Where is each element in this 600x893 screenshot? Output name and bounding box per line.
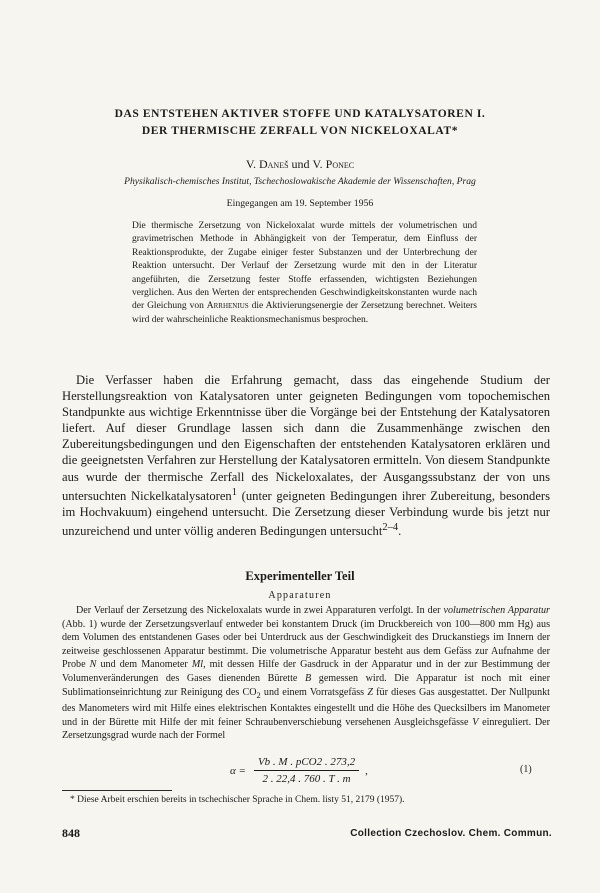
body-text-5: gemessen wird. Die Apparatur ist noch mit einer Sublimationseinrichtung zur Reinigung des CO xyxy=(62,672,550,698)
title-line-2: DER THERMISCHE ZERFALL VON NICKELOXALAT* xyxy=(141,125,459,137)
symbol-b: B xyxy=(305,672,312,684)
body-text-8: einreguliert. Der Zersetzungsgrad wurde nach der Formel xyxy=(62,716,550,742)
intro-text-2: (unter geigneten Bedingungen ihrer Zubereitung, besonders im Hochvakuum) eingehend untersucht. Die Zersetzung dieser Verbindung wurde bis jetzt nur unzureichend und unter völlig anderen Bedingungen untersucht xyxy=(62,488,551,539)
body-text-7: für dieses Gas ausgestattet. Der Nullpunkt des Manometers wird mit Hilfe eines elektrischen Kontaktes eingestellt und die Höhe des Quecksilbers im Manometer und in der Bürette mit Hilfe der mit feiner Schraubenverschiebung versehenen Ausgleichsgefässe xyxy=(62,686,550,728)
abstract xyxy=(132,220,477,327)
body-text-6: und einem Vorratsgefäss xyxy=(260,686,368,698)
title-line-1: DAS ENTSTEHEN AKTIVER STOFFE UND KATALYSATOREN I. xyxy=(114,108,486,120)
abstract-part-2: die Aktivierungsenergie der Zersetzung berechnet. Weiters wird der wahrscheinliche Reaktionsmechanismus besprochen. xyxy=(132,301,478,325)
formula-lhs: α = xyxy=(230,764,246,777)
symbol-n: N xyxy=(89,659,97,671)
symbol-ml: Ml xyxy=(191,659,204,671)
body-text-2: (Abb. 1) wurde der Zersetzungsverlauf entweder bei konstantem Druck (im Druckbereich von 100—800 mm Hg) aus dem Volumen des entstandenen Gases oder bei Unterdruck aus der Geschwindigkeit des Druckanstiegs im Innern der zeitweise geschlossenen Apparatur bestimmt. Die volumetrische Apparatur besteht aus dem Gefäss zur Aufnahme der Probe xyxy=(62,618,550,671)
formula-comma: , xyxy=(365,764,368,777)
formula-numerator: Vb . M . pCO2 . 273,2 xyxy=(254,756,359,771)
abstract-part-1: Die thermische Zersetzung von Nickeloxalat wurde mittels der volumetrischen und gravimetrischen Methode in Abhängigkeit von der Temperatur, dem Einfluss der Reaktionsprodukte, der Zugabe einiger fester Substanzen und der Unterbrechung der Reaktion untersucht. Der Verlauf der Zersetzung wurde mit den in der Literatur angeführten, die Zersetzung fester Stoffe erfassenden, wichtigsten Beziehungen verglichen. Aus den Werten der entsprechenden Geschwindigkeitskonstanten wurde nach der Gleichung von xyxy=(132,221,477,312)
footnote: * Diese Arbeit erschien bereits in tschechischer Sprache in Chem. listy 51, 2179 (1957). xyxy=(70,795,405,805)
intro-paragraph xyxy=(62,372,550,539)
symbol-z: Z xyxy=(367,686,373,698)
affiliation: Physikalisch-chemisches Institut, Tschechoslowakische Akademie der Wissenschaften, Prag xyxy=(124,176,476,187)
author-2: V. Ponec xyxy=(312,157,355,171)
page-number: 848 xyxy=(62,826,80,840)
formula xyxy=(230,756,368,785)
body-text-volumetric: volumetrischen Apparatur xyxy=(443,605,550,616)
section-title: Experimenteller Teil xyxy=(245,569,355,583)
intro-ref-1: 1 xyxy=(231,486,237,498)
author-1: V. Daneš xyxy=(245,157,289,171)
equation-number: (1) xyxy=(520,764,532,775)
co2-subscript: 2 xyxy=(256,690,261,700)
paper-title xyxy=(60,106,540,140)
intro-text-1: Die Verfasser haben die Erfahrung gemacht, dass das eingehende Studium der Herstellungsreaktion von Katalysatoren unter geigneten Bedingungen vom topochemischen Standpunkte aus wichtige Erkenntnisse über die Vorgänge bei der Entstehung der Katalysatoren liefert. Auf dieser Grundlage lassen sich dann die Zusammenhänge zwischen den Zubereitungsbedingungen und den Eigenschaften der entstehenden Katalysatoren erklären und die geeignetsten Verfahren zur Herstellung der Katalysatoren ermitteln. Von diesem Standpunkte aus wurde der thermische Zerfall des Nickeloxalates, der Ausgangssubstanz der von uns untersuchten Nickelkatalysatoren xyxy=(62,373,550,503)
body-text-1: Der Verlauf der Zersetzung des Nickeloxalats wurde in zwei Apparaturen verfolgt. In der xyxy=(76,605,444,616)
author-connector: und xyxy=(291,157,310,171)
body-text-4: , mit dessen Hilfe der Gasdruck in der Apparatur und in der zur Bestimmung der Volumenveränderungen des Gases dienenden Bürette xyxy=(62,659,550,684)
formula-denominator: 2 . 22,4 . 760 . T . m xyxy=(262,773,351,785)
subsection-title: Apparaturen xyxy=(268,590,332,601)
abstract-arrhenius: Arrhenius xyxy=(206,301,249,312)
journal-name: Collection Czechoslov. Chem. Commun. xyxy=(350,828,552,839)
intro-text-3: . xyxy=(398,524,402,539)
apparatus-paragraph xyxy=(62,604,550,743)
intro-ref-2: 2–4 xyxy=(382,522,399,534)
footnote-rule xyxy=(62,790,172,791)
symbol-v: V xyxy=(472,716,479,728)
body-text-3: und dem Manometer xyxy=(96,659,192,671)
formula-fraction xyxy=(254,756,359,785)
authors xyxy=(60,157,540,172)
received-date: Eingegangen am 19. September 1956 xyxy=(226,198,374,209)
